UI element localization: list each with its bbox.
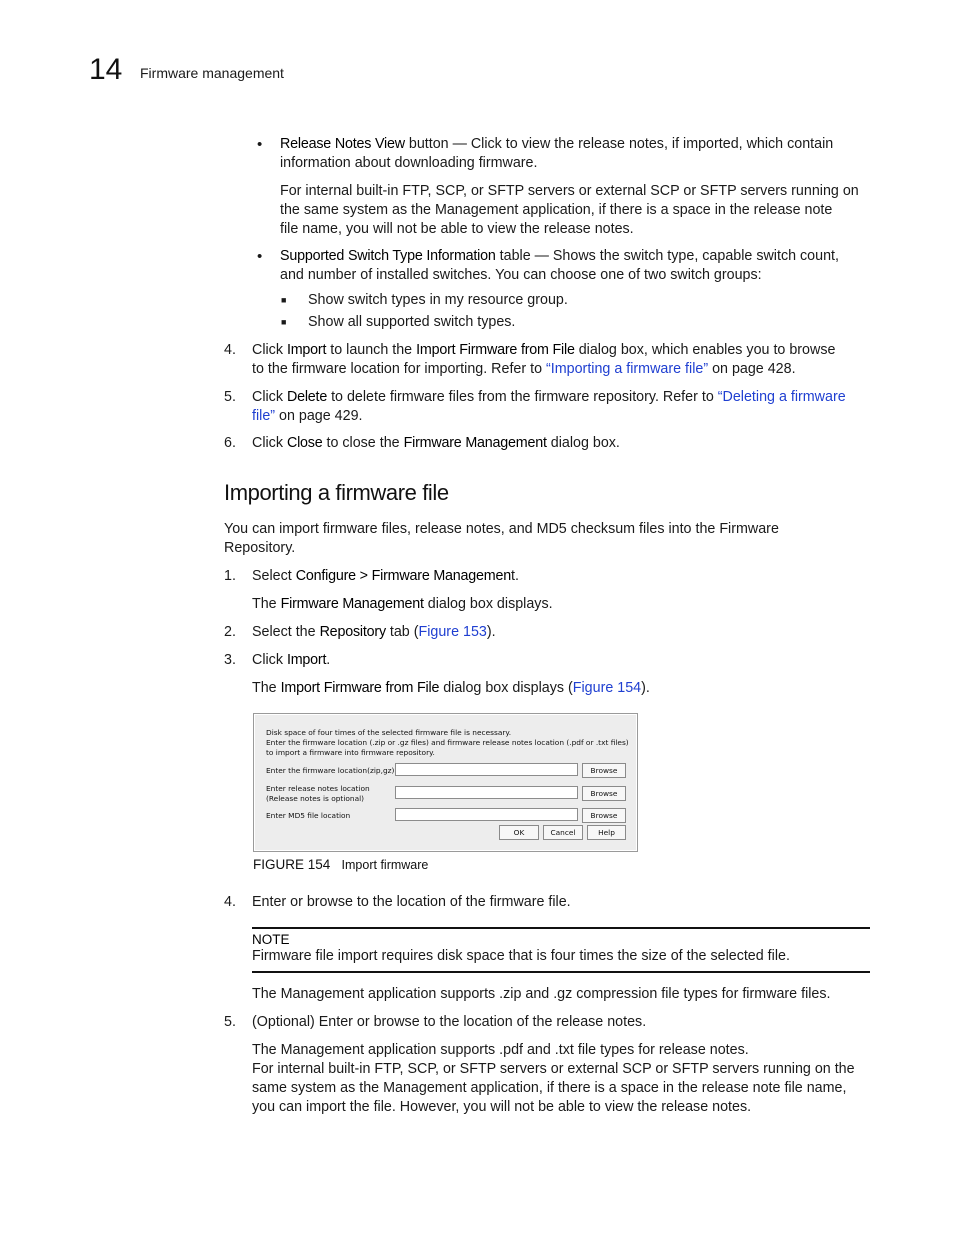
text: to the firmware location for importing. Refer to [252,361,547,377]
firmware-location-input[interactable] [395,763,578,776]
ok-button[interactable]: OK [499,825,539,840]
link-figure-154[interactable]: Figure 154 [572,680,642,696]
step-select-configure [252,567,519,586]
release-notes-optional-label: (Release notes is optional) [266,794,365,803]
bullet-text: button — Click to view the release notes, if imported, which contain [404,136,834,152]
note-line: the same system as the Management application, if there is a space in the release note [280,202,833,218]
link-figure-153[interactable]: Figure 153 [418,624,487,640]
step-number: 6. [224,435,236,451]
md5-location-label: Enter MD5 file location [266,811,351,820]
text: dialog box. [546,435,620,451]
sub-item: Show switch types in my resource group. [308,292,568,308]
text: dialog box, which enables you to browse [574,342,836,358]
text: to launch the [326,342,417,358]
chapter-number: 14 [89,53,123,86]
dialog-info-line: Disk space of four times of the selected firmware file is necessary. [266,728,512,737]
note-line: For internal built-in FTP, SCP, or SFTP servers or external SCP or SFTP servers running on [280,183,859,199]
text: . [326,652,331,668]
step-number: 3. [224,652,236,668]
step-select-repository [252,623,496,642]
figure-caption [253,856,428,874]
text: ). [486,624,496,640]
cancel-button[interactable]: Cancel [543,825,583,840]
step-number: 1. [224,568,236,584]
text: t. [511,568,519,584]
text: you can import the file. However, you will not be able to view the release notes. [252,1099,752,1115]
text: dialog box displays. [423,596,553,612]
term-firmware-management: Firmware Management [403,435,547,451]
step-number: 5. [224,1014,236,1030]
term-delete: Delete [286,389,328,405]
text: The [252,596,281,612]
figure-label: FIGURE 154 [253,857,331,872]
note-bottom-rule [252,971,870,973]
text: tab ( [385,624,419,640]
step-enter-firmware: Enter or browse to the location of the firmware file. [252,894,571,910]
bullet-note [280,182,900,239]
note-top-rule [252,927,870,929]
step-result [252,595,553,614]
step-number: 2. [224,624,236,640]
bullet-text-cont: information about downloading firmware. [280,155,538,171]
link-importing-firmware[interactable]: “Importing a firmware file” [546,361,709,377]
browse-md5-button[interactable]: Browse [582,808,626,823]
bullet-switch-type [280,247,900,285]
term-configure-menu: Configure > Firmware Managemen [295,568,512,584]
term-import: Import [286,652,327,668]
bullet-dot: • [257,248,263,265]
square-bullet: ■ [281,295,287,305]
bullet-text: table — Shows the switch type, capable switch count, [495,248,839,264]
link-deleting-firmware[interactable]: “Deleting a firmware [717,389,846,405]
section-intro [224,520,884,558]
step-number: 5. [224,389,236,405]
dialog-info-line: to import a firmware into firmware repository. [266,748,435,757]
step-click-import [252,651,330,670]
text: The Management application supports .pdf and .txt file types for release notes. [252,1042,749,1058]
bullet-text-cont: and number of installed switches. You can choose one of two switch groups: [280,267,762,283]
firmware-location-label: Enter the firmware location(zip,gz) [266,766,395,775]
term-close: Close [286,435,323,451]
term-import-firmware-from-file: Import Firmware from File [416,342,575,358]
step-import [252,341,892,379]
md5-location-input[interactable] [395,808,578,821]
text: The [252,680,281,696]
release-notes-input[interactable] [395,786,578,799]
text: Click [252,389,287,405]
release-notes-label: Enter release notes location [266,784,370,793]
text: on page 429. [275,408,363,424]
step-delete [252,388,892,426]
browse-firmware-button[interactable]: Browse [582,763,626,778]
term-import: Import [286,342,327,358]
text: ). [641,680,650,696]
text: dialog box displays ( [439,680,573,696]
text: For internal built-in FTP, SCP, or SFTP servers or external SCP or SFTP servers running on the [252,1061,855,1077]
text: on page 428. [708,361,796,377]
text: same system as the Management application, if there is a space in the release note file name, [252,1080,847,1096]
text: Repository. [224,540,296,556]
text: to delete firmware files from the firmware repository. Refer to [327,389,718,405]
term-firmware-management: Firmware Management [280,596,424,612]
figure-title: Import firmware [341,858,429,872]
release-notes-types-text [252,1041,892,1117]
term-release-notes-view: Release Notes View [280,136,405,152]
text: Click [252,435,287,451]
square-bullet: ■ [281,317,287,327]
bullet-release-notes [280,135,880,173]
note-line: file name, you will not be able to view the release notes. [280,221,634,237]
text: You can import firmware files, release notes, and MD5 checksum files into the Firmware [224,521,779,537]
section-heading: Importing a firmware file [224,480,449,505]
dialog-info-line: Enter the firmware location (.zip or .gz files) and firmware release notes location (.pdf or .txt files) [266,738,629,747]
term-repository: Repository [319,624,386,640]
text: Select the [252,624,320,640]
term-import-firmware-from-file: Import Firmware from File [280,680,440,696]
step-result [252,679,650,698]
sub-item: Show all supported switch types. [308,314,516,330]
help-button[interactable]: Help [587,825,626,840]
step-number: 4. [224,894,236,910]
browse-notes-button[interactable]: Browse [582,786,626,801]
chapter-title: Firmware management [140,65,284,81]
bullet-dot: • [257,136,263,153]
text: Click [252,342,287,358]
step-number: 4. [224,342,236,358]
import-firmware-dialog [253,713,638,852]
text: to close the [322,435,404,451]
term-supported-switch-type: Supported Switch Type Information [280,248,496,264]
note-text: Firmware file import requires disk space that is four times the size of the selected file. [252,948,790,964]
text: Select [252,568,296,584]
text: Click [252,652,287,668]
step-close [252,434,892,453]
note-title: NOTE [252,932,290,947]
firmware-types-text: The Management application supports .zip and .gz compression file types for firmware files. [252,986,831,1002]
link-deleting-firmware-cont[interactable]: file” [252,408,276,424]
step-enter-release-notes: (Optional) Enter or browse to the location of the release notes. [252,1014,647,1030]
